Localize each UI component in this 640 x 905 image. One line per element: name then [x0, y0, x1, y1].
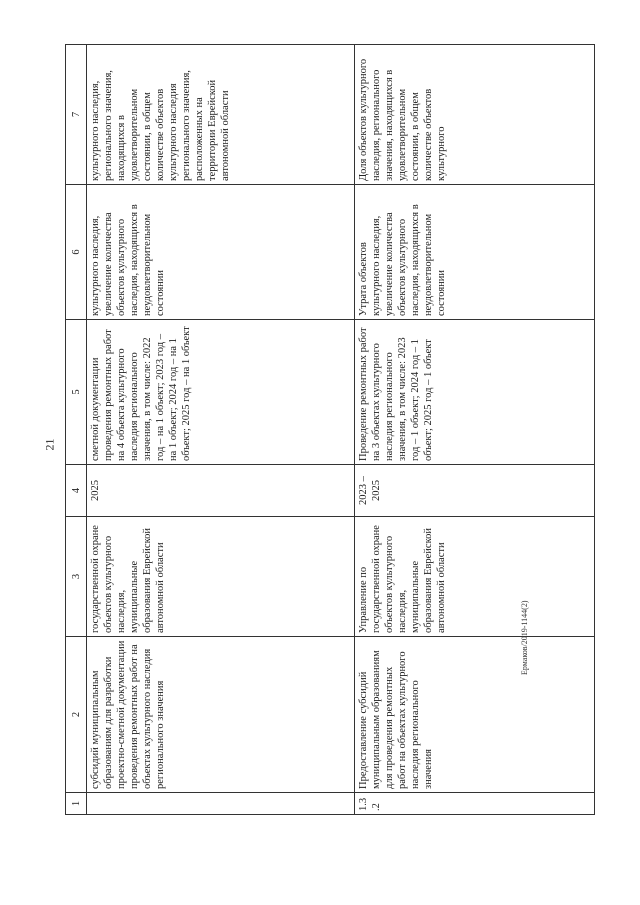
- column-header: 4: [66, 465, 87, 517]
- table-row: [87, 45, 355, 815]
- row-number-cell: [87, 793, 355, 815]
- row-number-cell: 1.3.2: [355, 793, 595, 815]
- program-measures-table: [65, 44, 595, 815]
- result-cell: сметной документации проведения ремонтных работ на 4 объекта культурного наследия регионального значения, в том числе: 2022 год – на 1 объект; 2023 год – на 1 объект; 2024 год – на 1 объект; 2025 год – на 1 объект: [87, 320, 355, 465]
- rotated-table-container: [65, 45, 595, 815]
- consequence-cell: Утрата объектов культурного наследия, увеличение количества объектов культурного наследия, находящихся в неудовлетворительном состоянии: [355, 185, 595, 320]
- page-number: 21: [42, 438, 57, 451]
- executor-cell: Управление по государственной охране объектов культурного наследия, муниципальные образования Еврейской автономной области: [355, 517, 595, 637]
- indicator-cell: Доля объектов культурного наследия, регионального значения, находящихся в удовлетворительном состоянии, в общем количестве объектов культурного: [355, 45, 595, 185]
- column-header: 3: [66, 517, 87, 637]
- column-header: 2: [66, 637, 87, 793]
- period-cell: 2025: [87, 465, 355, 517]
- period-cell: 2023 – 2025: [355, 465, 595, 517]
- consequence-cell: культурного наследия, увеличение количества объектов культурного наследия, находящихся в неудовлетворительном состоянии: [87, 185, 355, 320]
- measure-name-cell: Предоставление субсидий муниципальным образованиям для проведения ремонтных работ на объектах культурного наследия регионального значения: [355, 637, 595, 793]
- column-header: 5: [66, 320, 87, 465]
- executor-cell: государственной охране объектов культурного наследия, муниципальные образования Еврейской автономной области: [87, 517, 355, 637]
- column-header: 7: [66, 45, 87, 185]
- table-row: [355, 45, 595, 815]
- measure-name-cell: субсидий муниципальным образованиям для разработки проектно-сметной документации проведения ремонтных работ на объектах культурного наследия регионального значения: [87, 637, 355, 793]
- header-row: [66, 45, 87, 815]
- indicator-cell: культурного наследия, регионального значения, находящихся в удовлетворительном состоянии, в общем количестве объектов культурного наследия регионального значения, расположенных на территории Еврейской автономной области: [87, 45, 355, 185]
- column-header: 1: [66, 793, 87, 815]
- result-cell: Проведение ремонтных работ на 3 объектах культурного наследия регионального значения, в том числе: 2023 год – 1 объект; 2024 год – 1 объект; 2025 год – 1 объект: [355, 320, 595, 465]
- document-stamp: Ермаков/2019-1144(2): [520, 600, 529, 675]
- column-header: 6: [66, 185, 87, 320]
